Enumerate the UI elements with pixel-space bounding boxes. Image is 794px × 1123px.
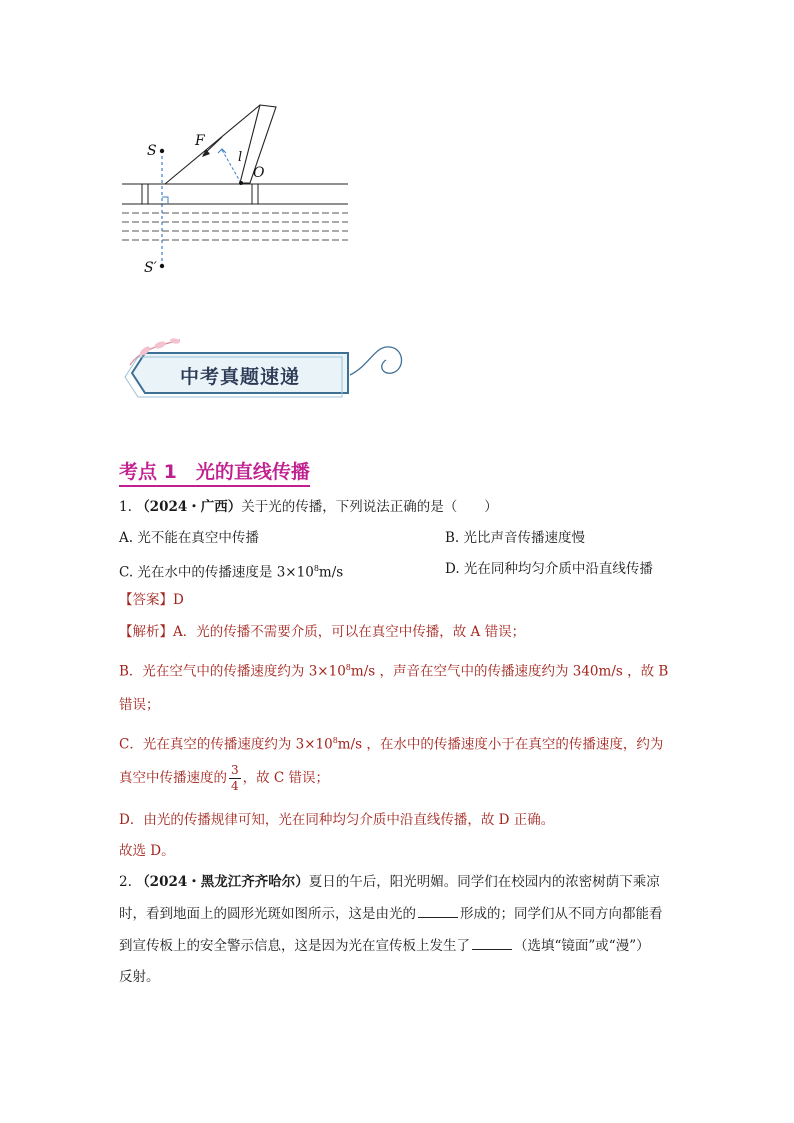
- q2-line2-pre: 时，看到地面上的圆形光斑如图所示，这是由光的: [119, 906, 416, 922]
- q2-line-2: [119, 904, 663, 924]
- q1-analysis-b1: [119, 658, 668, 682]
- q2-line-1: [119, 872, 660, 892]
- label-o: O: [253, 165, 265, 181]
- label-l: l: [238, 150, 243, 165]
- q1-stem: [119, 497, 498, 517]
- q1-analysis-c1: [119, 731, 663, 755]
- q1-option-c: [119, 559, 343, 583]
- q1-source: （2024・广西）: [136, 499, 242, 515]
- q1-analysis-c2: [119, 763, 329, 794]
- q2-line-4: 反射。: [119, 969, 160, 985]
- point-s-prime: [160, 264, 164, 268]
- fraction-numerator: 3: [231, 763, 239, 777]
- q2-line1-text: 夏日的午后，阳光明媚。同学们在校园内的浓密树荫下乘凉: [308, 874, 660, 890]
- label-s-prime: S′: [144, 260, 157, 276]
- q2-line-3: [119, 936, 650, 956]
- optics-figure: [110, 95, 360, 280]
- analysis-b1-exp: 8: [345, 663, 351, 672]
- analysis-c2-pre: 真空中传播速度的: [119, 770, 227, 786]
- q2-blank-2[interactable]: [472, 949, 512, 950]
- q1-text: 关于光的传播，下列说法正确的是（ ）: [241, 499, 498, 515]
- label-f: F: [195, 133, 205, 149]
- q2-line2-post: 形成的；同学们从不同方向都能看: [460, 906, 663, 922]
- point-s: [160, 149, 164, 153]
- answer-label: 【答案】: [119, 592, 173, 608]
- q2-source: （2024・黑龙江齐齐哈尔）: [136, 874, 309, 890]
- q1-conclusion: 故选 D。: [119, 843, 175, 859]
- analysis-c1-exp: 8: [332, 736, 338, 745]
- analysis-c1-pre: C．光在真空的传播速度约为 3×10: [119, 736, 333, 753]
- analysis-b1-pre: B．光在空气中的传播速度约为 3×10: [119, 663, 346, 680]
- section-title: 考点 1 光的直线传播: [119, 457, 310, 487]
- swirl-decoration: [350, 347, 402, 375]
- banner-title: 中考真题速递: [180, 366, 301, 388]
- q1-analysis-a: [119, 622, 525, 642]
- label-s: S: [147, 143, 157, 159]
- q1-option-c-unit: m/s: [318, 564, 344, 581]
- q1-answer: [119, 590, 184, 610]
- fraction-three-quarters: [229, 763, 241, 794]
- point-o: [239, 181, 243, 185]
- analysis-c1-post: m/s ，在水中的传播速度小于在真空的传播速度，约为: [337, 736, 664, 753]
- q2-line3-pre: 到宣传板上的安全警示信息，这是因为光在宣传板上发生了: [119, 938, 470, 954]
- q1-analysis-d: D．由光的传播规律可知，光在同种均匀介质中沿直线传播，故 D 正确。: [119, 812, 555, 828]
- analysis-a-text: A．光的传播不需要介质，可以在真空中传播，故 A 错误；: [173, 624, 526, 640]
- analysis-label: 【解析】: [119, 624, 173, 640]
- q1-option-b: B. 光比声音传播速度慢: [445, 530, 586, 546]
- q1-option-c-text: C. 光在水中的传播速度是 3×10: [119, 564, 314, 581]
- answer-value: D: [173, 592, 184, 608]
- q1-option-d: D. 光在同种均匀介质中沿直线传播: [445, 561, 653, 577]
- q2-blank-1[interactable]: [418, 917, 458, 918]
- q1-option-c-exp: 8: [313, 564, 319, 573]
- q1-option-a: A. 光不能在真空中传播: [119, 530, 259, 546]
- fraction-denominator: 4: [231, 779, 239, 793]
- q1-analysis-b2: 错误；: [119, 697, 160, 713]
- q1-number: 1.: [119, 499, 132, 515]
- analysis-c2-post: ，故 C 错误；: [242, 770, 330, 786]
- q2-number: 2.: [119, 874, 132, 890]
- q2-line3-post: （选填“镜面”或“漫”）: [514, 938, 650, 954]
- analysis-b1-post: m/s ，声音在空气中的传播速度约为 340m/s ，故 B: [350, 663, 669, 680]
